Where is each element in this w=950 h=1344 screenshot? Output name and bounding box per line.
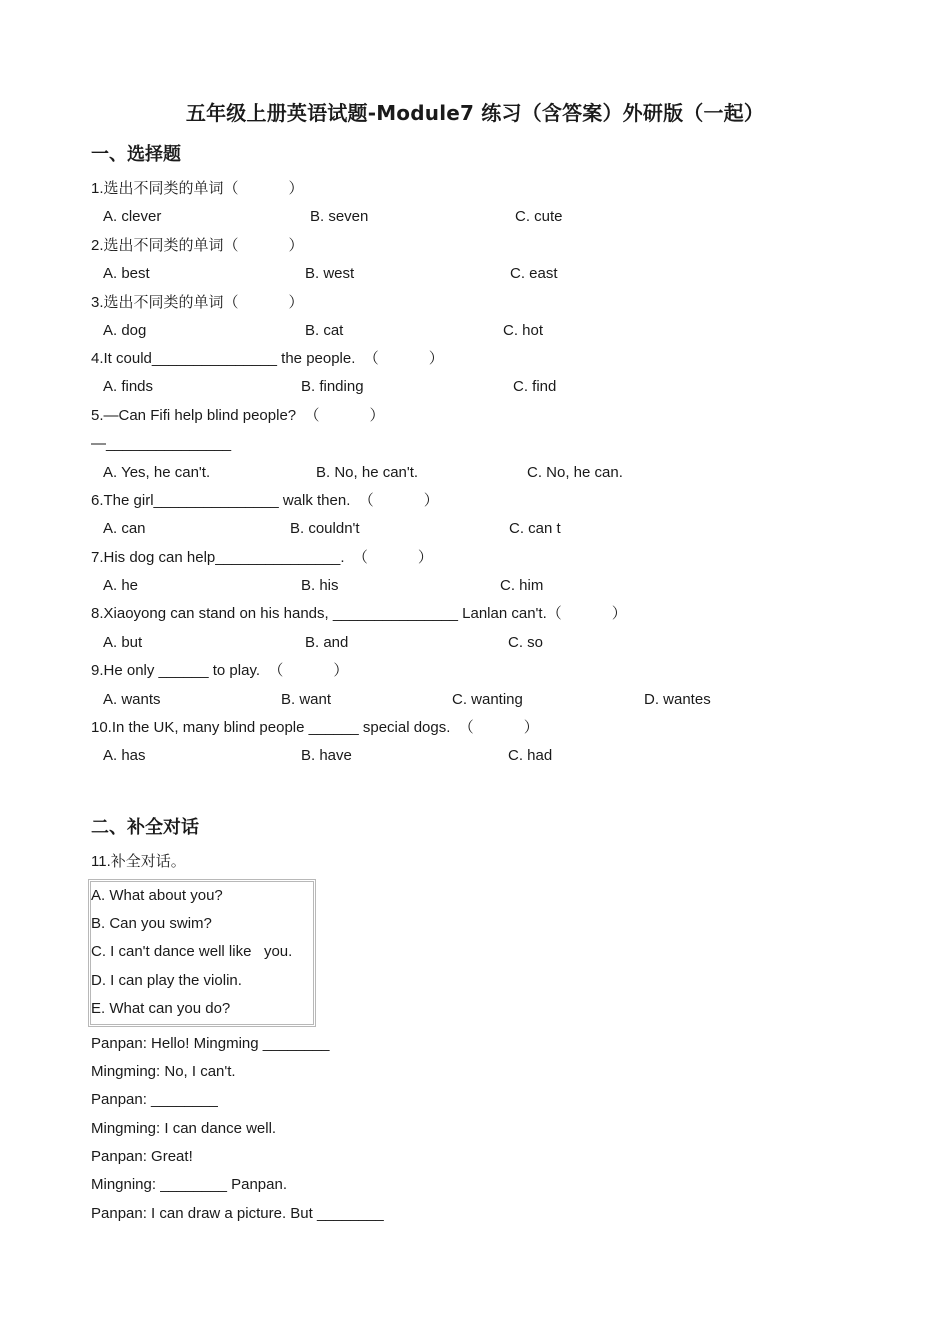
option-c: C. wanting [452, 691, 523, 708]
option-a: A. wants [103, 691, 161, 708]
option-a: A. has [103, 747, 146, 764]
option-b: B. his [301, 577, 339, 594]
dialogue-line: Mingning: ________ Panpan. [91, 1176, 287, 1193]
option-a: A. he [103, 577, 139, 594]
option-b: B. want [281, 691, 332, 708]
question-stem: 5.—Can Fifi help blind people? （ ） [91, 407, 385, 424]
dialogue-line: Mingming: No, I can't. [91, 1063, 236, 1080]
option-a: A. clever [103, 208, 162, 225]
option-c: C. can t [509, 520, 561, 537]
option-a: A. finds [103, 378, 154, 395]
option-c: C. cute [515, 208, 563, 225]
option-d: D. wantes [644, 691, 711, 708]
option-a: A. but [103, 634, 143, 651]
dialogue-line: Panpan: I can draw a picture. But ________ [91, 1205, 384, 1222]
dialogue-line: Panpan: Great! [91, 1148, 193, 1165]
option-a: A. best [103, 265, 150, 282]
document-title: 五年级上册英语试题-Module7 练习（含答案）外研版（一起） [185, 101, 765, 125]
dialogue-choice: C. I can't dance well like you. [91, 943, 293, 960]
question-stem: 7.His dog can help_______________. （ ） [91, 549, 433, 566]
option-c: C. him [500, 577, 544, 594]
dialogue-line: Panpan: Hello! Mingming ________ [91, 1035, 330, 1052]
option-c: C. east [510, 265, 558, 282]
option-b: B. west [305, 265, 355, 282]
question-stem: 8.Xiaoyong can stand on his hands, _______________ Lanlan can't.（ ） [91, 605, 627, 622]
option-b: B. seven [310, 208, 369, 225]
dialogue-line: Panpan: ________ [91, 1091, 218, 1108]
option-a: A. Yes, he can't. [103, 464, 211, 481]
option-a: A. dog [103, 322, 147, 339]
question-stem: 4.It could_______________ the people. （ ） [91, 350, 444, 367]
option-a: A. can [103, 520, 146, 537]
question-stem: 3.选出不同类的单词（ ） [91, 294, 304, 311]
question-stem: 6.The girl_______________ walk then. （ ） [91, 492, 439, 509]
option-b: B. finding [301, 378, 364, 395]
answer-blank-line: —_______________ [91, 435, 232, 452]
dialogue-choice: B. Can you swim? [91, 915, 212, 932]
question-stem: 2.选出不同类的单词（ ） [91, 237, 304, 254]
option-b: B. No, he can't. [316, 464, 419, 481]
option-c: C. had [508, 747, 553, 764]
option-c: C. so [508, 634, 544, 651]
option-c: C. find [513, 378, 557, 395]
dialogue-line: Mingming: I can dance well. [91, 1120, 277, 1137]
section-heading-choice: 一、选择题 [91, 144, 181, 165]
option-c: C. hot [503, 322, 544, 339]
question-stem: 10.In the UK, many blind people ______ special dogs. （ ） [91, 719, 539, 736]
option-b: B. have [301, 747, 352, 764]
question-stem: 11.补全对话。 [91, 853, 186, 870]
option-b: B. cat [305, 322, 344, 339]
option-c: C. No, he can. [527, 464, 623, 481]
dialogue-choice: A. What about you? [91, 887, 223, 904]
dialogue-choice: E. What can you do? [91, 1000, 231, 1017]
question-stem: 9.He only ______ to play. （ ） [91, 662, 349, 679]
question-stem: 1.选出不同类的单词（ ） [91, 180, 304, 197]
dialogue-choice: D. I can play the violin. [91, 972, 242, 989]
option-b: B. and [305, 634, 349, 651]
option-b: B. couldn't [290, 520, 360, 537]
section-heading-dialogue: 二、补全对话 [91, 817, 199, 838]
